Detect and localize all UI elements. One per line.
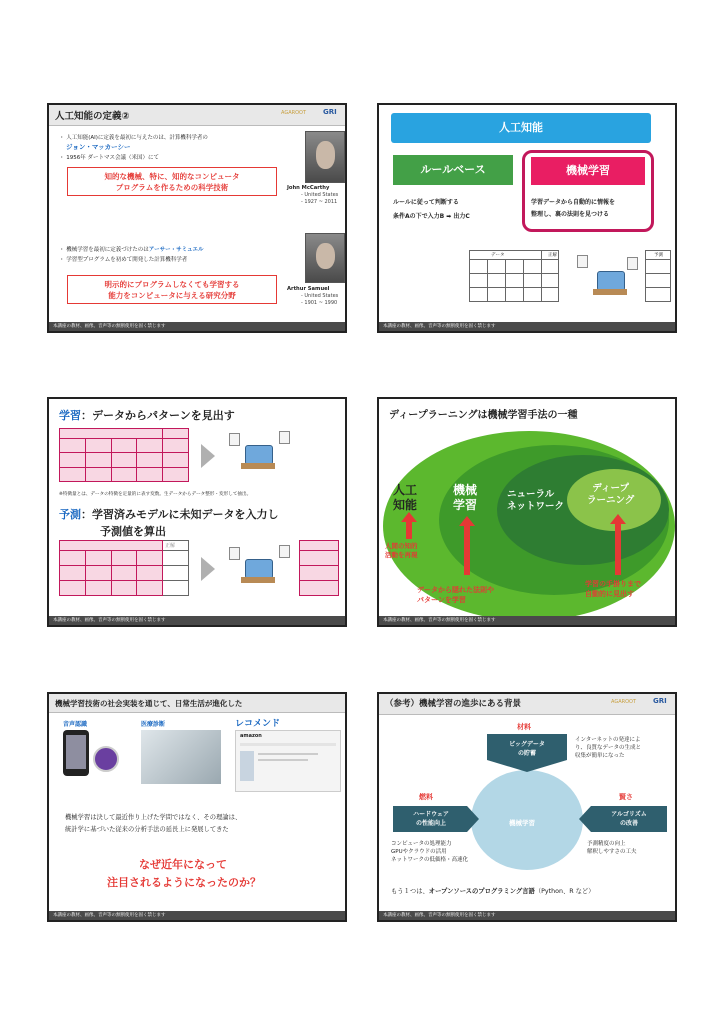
bullet-dartmouth: ・ 1956年 ダートマス会議（米国）にて	[59, 155, 159, 161]
label-line: ネットワーク	[507, 501, 565, 512]
document-icon	[229, 433, 240, 446]
slide-title: ディープラーニングは機械学習手法の一種	[389, 410, 578, 421]
slide-title: 人工知能の定義②	[55, 111, 130, 122]
document-icon	[229, 547, 240, 560]
hardware-label	[401, 810, 461, 828]
ml-desc-2: 整理し、裏の法則を見つける	[531, 211, 610, 218]
rulebase-desc-2: 条件Aの下で入力B ➡ 出力C	[393, 213, 470, 220]
slide-header	[49, 105, 345, 126]
bullet-text: 機械学習を最初に定義づけたのは	[66, 247, 149, 253]
label-line: ハードウェア	[413, 811, 449, 818]
bullet-mccarthy: ・ 人工知能(AI)に定義を最初に与えたのは、計算機科学者の	[59, 135, 208, 141]
label-line: ニューラル	[507, 489, 555, 500]
flow-arrow	[201, 444, 215, 468]
mccarthy-name: ジョン・マッカーシー	[66, 143, 131, 151]
desc-line: 解釈しやすさの工夫	[587, 849, 637, 855]
prediction-output-table	[299, 540, 339, 596]
label-line: ビッグデータ	[509, 741, 545, 748]
label-line: 知能	[393, 498, 418, 512]
slide-header	[379, 694, 675, 715]
samuel-caption-country: - United States	[301, 293, 339, 299]
box-line: 明示的にプログラムしなくても学習する	[104, 280, 240, 289]
label-dl	[587, 483, 634, 507]
bullet-text: 人工知能(AI)に定義を最初に与えたのは、計算機科学者の	[66, 135, 208, 141]
flow-arrow	[201, 557, 215, 581]
slide-footer: 本講座の教材、画像、音声等の無断使用を固く禁じます	[379, 911, 675, 920]
xray-image	[141, 730, 221, 784]
prediction-heading-2: 予測値を算出	[100, 525, 166, 538]
label-line: 人工	[393, 483, 418, 497]
label-line: 機械	[453, 483, 478, 497]
definition-box-mccarthy	[67, 167, 277, 196]
slide-title: 機械学習技術の社会実装を通じて、日常生活が進化した	[55, 699, 243, 708]
ai-banner-label: 人工知能	[499, 121, 543, 134]
label-recommend: レコメンド	[235, 719, 281, 729]
agaroot-logo: AGAROOT	[611, 699, 637, 705]
algorithm-arrow-tip	[579, 806, 591, 832]
caption-line: 人間の知的	[385, 542, 418, 550]
rulebase-label: ルールベース	[420, 163, 486, 176]
label-line: ラーニング	[587, 495, 635, 506]
rulebase-desc-1: ルールに従って判断する	[393, 199, 459, 206]
col-pred-header: 予測	[654, 253, 663, 258]
agaroot-logo: AGAROOT	[281, 110, 307, 116]
prediction-input-table	[59, 540, 189, 596]
mccarthy-caption-name: John McCarthy	[287, 185, 330, 191]
caption-line: 自動的に見出す	[585, 590, 634, 598]
ml-box	[531, 157, 645, 185]
bigdata-label	[499, 740, 555, 758]
learning-text: ：データからパターンを見出す	[81, 409, 235, 422]
algorithm-desc	[587, 840, 637, 856]
rulebase-box	[393, 155, 513, 185]
gri-logo: GRI	[323, 108, 337, 116]
col-answer-header: 正解	[548, 253, 557, 258]
desc-line: ネットワークの低価格・高速化	[391, 857, 469, 863]
note-emphasis: オープンソースのプログラミング言語	[428, 888, 535, 895]
robot-illustration	[239, 439, 277, 471]
desc-line: コンピュータの処理能力	[391, 841, 452, 847]
microphone-icon	[93, 746, 119, 772]
slide-learning-prediction	[47, 397, 347, 627]
label-medical: 医療診断	[141, 721, 166, 728]
desc-line: 予測精度の向上	[587, 841, 626, 847]
bigdata-arrow-tip	[487, 760, 567, 772]
mccarthy-portrait	[305, 131, 345, 183]
learning-heading	[59, 407, 235, 423]
gri-logo: GRI	[653, 697, 667, 705]
caption-line: パターンを学習	[417, 596, 466, 604]
robot-illustration	[591, 265, 629, 297]
label-ml	[453, 483, 477, 513]
label-line: 学習	[453, 498, 478, 512]
document-icon	[627, 257, 638, 270]
slide-social-implementation	[47, 692, 347, 922]
opensource-note	[391, 886, 595, 895]
label-ai	[393, 483, 417, 513]
arrow-up-icon	[406, 521, 412, 539]
center-label: 機械学習	[509, 819, 535, 827]
desc-line: インターネットの発達によ	[575, 737, 641, 743]
desc-line: り、良質なデータの生成と	[575, 745, 642, 751]
caption-dl	[585, 579, 641, 599]
slide-footer: 本講座の教材、画像、音声等の無断使用を固く禁じます	[49, 616, 345, 625]
label-line: の改善	[619, 820, 638, 827]
ml-label: 機械学習	[566, 164, 610, 177]
bullet-text: 1956年 ダートマス会議（米国）にて	[66, 155, 159, 161]
learning-keyword: 学習	[59, 409, 81, 422]
box-line: プログラムを作るための科学技術	[115, 183, 229, 192]
learning-table	[59, 428, 189, 482]
bullet-samuel: ・ 機械学習を最初に定義づけたのはアーサー・サミュエル	[59, 247, 204, 253]
slide-footer: 本講座の教材、画像、音声等の無断使用を固く禁じます	[49, 322, 345, 331]
slide-ai-ml-overview	[377, 103, 677, 333]
feature-note: ※特徴量とは、データの特徴を定量的に表す変数。生データからデータ整形・変形して抽出。	[59, 492, 252, 497]
internet-desc	[575, 736, 641, 760]
training-data-table	[469, 250, 559, 302]
arrow-up-icon	[464, 525, 470, 575]
label-line: の性能向上	[415, 820, 446, 827]
arrow-up-icon	[615, 523, 621, 575]
caption-ml	[417, 585, 494, 605]
mccarthy-caption-country: - United States	[301, 192, 339, 198]
bullet-text: 学習型プログラムを初めて開発した計算機科学者	[66, 257, 188, 263]
caption-line: データから隠れた法則や	[417, 586, 494, 594]
prediction-heading	[59, 506, 278, 522]
caption-ai	[385, 542, 418, 560]
document-icon	[279, 545, 290, 558]
slide-header	[49, 694, 345, 713]
label-line: の貯蓄	[517, 750, 536, 757]
label-line: ディープ	[592, 483, 630, 494]
algorithm-label	[597, 810, 661, 828]
samuel-portrait	[305, 233, 345, 283]
phone-image	[63, 730, 89, 776]
note-text: もう１つは、	[391, 888, 429, 895]
question-line-2: 注目されるようになったのか？	[107, 876, 261, 889]
slide-footer: 本講座の教材、画像、音声等の無断使用を固く禁じます	[379, 616, 675, 625]
caption-line: 学習の手掛りまで	[585, 580, 641, 588]
hardware-desc	[391, 840, 468, 864]
amazon-logo: amazon	[240, 733, 262, 739]
question-line-1: なぜ近年になって	[139, 858, 227, 871]
answer-header-2: 正解	[165, 543, 176, 549]
prediction-table	[645, 250, 671, 302]
bullet-learning-program: ・ 学習型プログラムを初めて開発した計算機科学者	[59, 257, 188, 263]
robot-illustration	[239, 553, 277, 585]
samuel-name: アーサー・サミュエル	[148, 247, 204, 253]
prediction-text: ：学習済みモデルに未知データを入力し	[81, 508, 279, 521]
hardware-arrow-tip	[467, 806, 479, 832]
label-voice: 音声認識	[63, 721, 88, 728]
slide-ml-background	[377, 692, 677, 922]
smart-label: 賢さ	[619, 793, 633, 801]
mccarthy-caption-years: - 1927 ~ 2011	[301, 199, 338, 205]
box-line: 能力をコンピュータに与える研究分野	[108, 291, 236, 300]
body-line-2: 統計学に基づいた従来の分析手法の延長上に発展してきた	[65, 826, 229, 833]
document-icon	[577, 255, 588, 268]
samuel-caption-years: - 1901 ~ 1990	[301, 300, 338, 306]
slide-footer: 本講座の教材、画像、音声等の無断使用を固く禁じます	[49, 911, 345, 920]
prediction-keyword: 予測	[59, 508, 81, 521]
slide-deep-learning-venn	[377, 397, 677, 627]
fuel-label: 燃料	[419, 793, 433, 801]
amazon-page-image	[235, 730, 341, 792]
definition-box-samuel	[67, 275, 277, 304]
body-line-1: 機械学習は決して最近作り上げた学問ではなく、その理論は、	[65, 814, 242, 821]
col-data-header: データ	[491, 253, 505, 258]
slide-ai-definition	[47, 103, 347, 333]
caption-line: 活動を再現	[385, 551, 418, 559]
ai-banner	[391, 113, 651, 143]
slide-footer: 本講座の教材、画像、音声等の無断使用を固く禁じます	[379, 322, 675, 331]
note-text: （Python、R など）	[534, 888, 595, 895]
label-nn	[507, 489, 564, 513]
label-line: アルゴリズム	[611, 811, 647, 818]
ml-desc-1: 学習データから自動的に情報を	[531, 199, 616, 206]
box-line: 知的な機械、特に、知的なコンピュータ	[104, 172, 240, 181]
document-icon	[279, 431, 290, 444]
samuel-caption-name: Arthur Samuel	[287, 286, 330, 292]
desc-line: GPUやクラウドの活用	[391, 849, 447, 855]
desc-line: 収集が簡単になった	[575, 753, 625, 759]
slide-title: （参考）機械学習の進歩にある背景	[385, 699, 522, 709]
material-label: 材料	[517, 723, 531, 731]
